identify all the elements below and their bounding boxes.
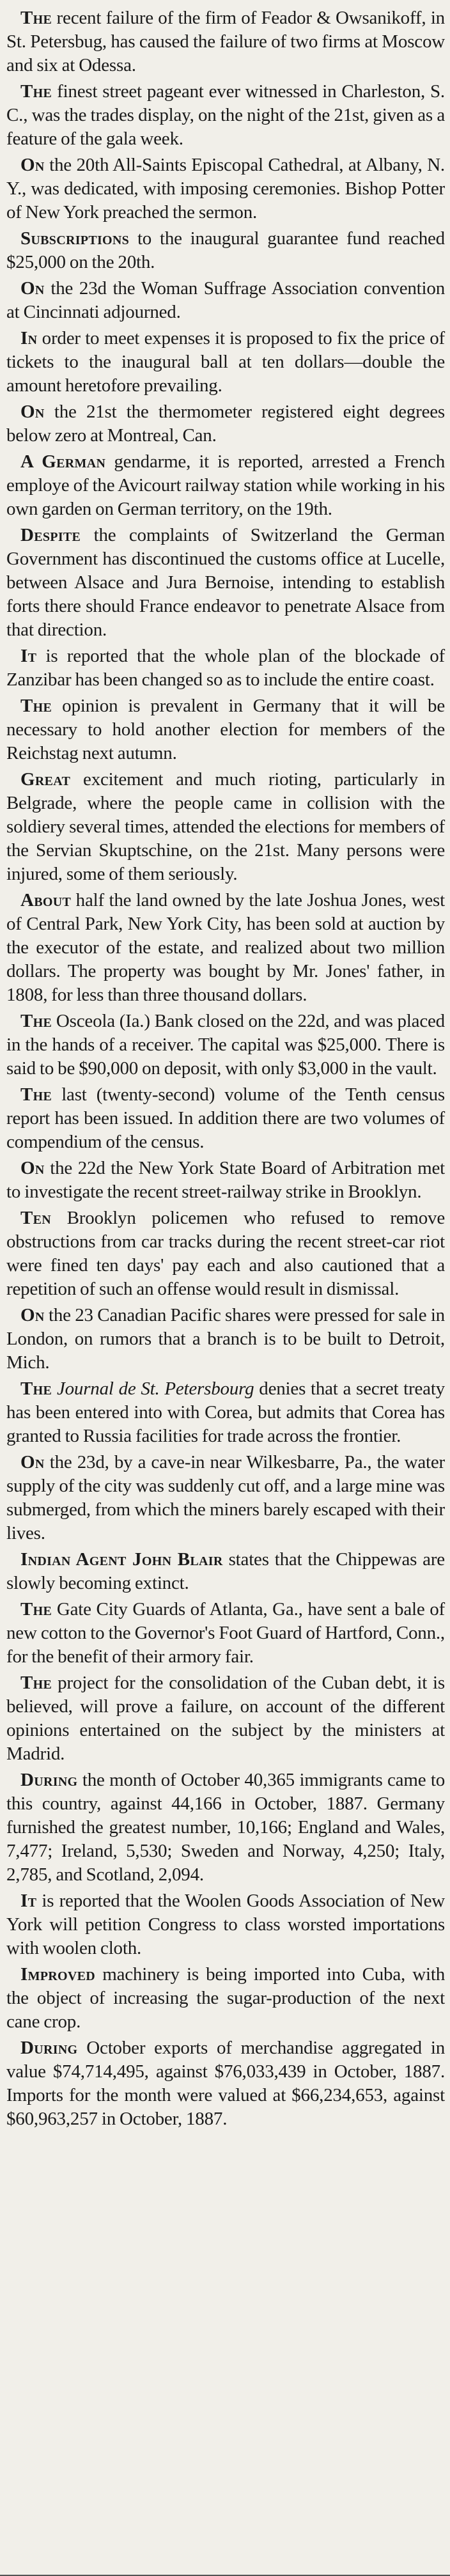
news-item-suffrage <box>6 277 445 324</box>
news-item-reichstag <box>6 694 445 765</box>
news-item-joshua-jones <box>6 889 445 1007</box>
news-item-lead: The <box>20 1673 52 1693</box>
news-item-inaugural-ball <box>6 327 445 398</box>
news-item-lead: Improved <box>20 1964 96 1985</box>
news-item-zanzibar <box>6 644 445 692</box>
news-item-body: project for the consolidation of the Cuban debt, it is believed, will prove a failure, on account of the different opinions entertained on the subject by the ministers at Madrid. <box>6 1673 445 1764</box>
news-item-body: Brooklyn policemen who refused to remove obstructions from car tracks during the recent street-car riot were fined ten days' pay each and also cautioned that a repetition of such an offense would result in dismissal. <box>6 1208 445 1299</box>
news-item-body: gendarme, it is reported, arrested a French employe of the Avicourt railway station while working in his own garden on German territory, on the 19th. <box>6 451 445 519</box>
news-item-lead: The <box>20 1011 52 1031</box>
news-item-lead: The <box>20 1378 52 1399</box>
news-item-lead: On <box>20 1158 45 1178</box>
news-item-lead: It <box>20 1891 37 1911</box>
news-item-lead: On <box>20 1452 45 1472</box>
news-item-body: the 22d the New York State Board of Arbitration met to investigate the recent street-railway strike in Brooklyn. <box>6 1158 445 1202</box>
news-item-lead: On <box>20 278 45 299</box>
news-item-lead: On <box>20 1305 45 1325</box>
news-item-brooklyn-police <box>6 1206 445 1301</box>
news-item-body: opinion is prevalent in Germany that it will be necessary to hold another election for members of the Reichstag next autumn. <box>6 696 445 763</box>
news-item-body: the 23 Canadian Pacific shares were pressed for sale in London, on rumors that a branch is to be built to Detroit, Mich. <box>6 1305 445 1373</box>
news-item-cuba-machinery <box>6 1963 445 2034</box>
news-item-body: the 23d, by a cave-in near Wilkesbarre, Pa., the water supply of the city was suddenly cut off, and a large mine was submerged, from which the miners barely escaped with their lives. <box>6 1452 445 1543</box>
news-item-lead: On <box>20 402 45 422</box>
news-item-lead: It <box>20 646 37 666</box>
news-item-body: the 23d the Woman Suffrage Association convention at Cincinnati adjourned. <box>6 278 445 322</box>
news-item-lead: The <box>20 696 52 716</box>
news-item-lead: The <box>20 81 52 102</box>
news-item-body: last (twenty-second) volume of the Tenth census report has been issued. In addition there are two volumes of compendium of the census. <box>6 1084 445 1152</box>
news-item-feador <box>6 6 445 77</box>
news-item-body: Gate City Guards of Atlanta, Ga., have sent a bale of new cotton to the Governor's Foot Guard of Hartford, Conn., for the benefit of their armory fair. <box>6 1599 445 1667</box>
news-item-lead: Indian Agent John Blair <box>20 1549 223 1570</box>
news-item-lead: A German <box>20 451 106 472</box>
news-item-albany <box>6 153 445 224</box>
news-item-lead: The <box>20 1599 52 1620</box>
news-item-body: excitement and much rioting, particularly in Belgrade, where the people came in collision with the soldiery several times, attended the elections for members of the Servian Skuptschine, on the 21st. Many persons were injured, some of them seriously. <box>6 769 445 884</box>
news-item-woolen-goods <box>6 1889 445 1960</box>
news-item-wilkesbarre <box>6 1451 445 1545</box>
news-item-cuban-debt <box>6 1671 445 1766</box>
news-item-lead: The <box>20 8 52 28</box>
news-item-lead: About <box>20 890 72 910</box>
news-item-body: states that the Chippewas are slowly becoming extinct. <box>6 1549 445 1593</box>
news-item-canadian-pacific <box>6 1304 445 1375</box>
news-item-body: the 21st the thermometer registered eight degrees below zero at Montreal, Can. <box>6 402 445 446</box>
news-item-lead: In <box>20 328 38 348</box>
news-item-body: order to meet expenses it is proposed to fix the price of tickets to the inaugural ball at ten dollars—double the amount heretofore prevailing. <box>6 328 445 396</box>
news-item-body: October exports of merchandise aggregated in value $74,714,495, against $76,033,439 in October, 1887. Imports for the month were valued at $66,234,653, against $60,963,257 in October, 1887. <box>6 2038 445 2129</box>
news-item-body: the 20th All-Saints Episcopal Cathedral, at Albany, N. Y., was dedicated, with imposing ceremonies. Bishop Potter of New York preached the sermon. <box>6 155 445 222</box>
news-item-montreal <box>6 400 445 448</box>
news-item-lead: On <box>20 155 45 175</box>
news-item-body: half the land owned by the late Joshua Jones, west of Central Park, New York City, has been sold at auction by the executor of the estate, and realized about two million dollars. The property was bought by Mr. Jones' father, in 1808, for less than three thousand dollars. <box>6 890 445 1005</box>
news-item-switzerland <box>6 524 445 642</box>
news-item-chippewas <box>6 1548 445 1595</box>
news-item-gendarme <box>6 450 445 521</box>
news-item-lead: Great <box>20 769 71 790</box>
news-item-lead: Despite <box>20 525 81 545</box>
news-item-body: denies that a secret treaty has been entered into with Corea, but admits that Corea has granted to Russia facilities for trade across the frontier. <box>6 1378 445 1446</box>
news-item-body: machinery is being imported into Cuba, with the object of increasing the sugar-production of the next cane crop. <box>6 1964 445 2032</box>
news-item-lead: Subscriptions <box>20 228 130 249</box>
news-item-body: the complaints of Switzerland the German Government has discontinued the customs office at Lucelle, between Alsace and Jura Bernoise, intending to establish forts there should France endeavor to penetrate Alsace from that direction. <box>6 525 445 640</box>
news-item-lead: Ten <box>20 1208 52 1228</box>
news-item-italic-title: Journal de St. Petersbourg <box>52 1378 254 1399</box>
news-item-census <box>6 1083 445 1154</box>
news-item-immigrants <box>6 1768 445 1887</box>
news-item-arbitration <box>6 1157 445 1204</box>
news-item-exports <box>6 2036 445 2131</box>
news-item-gate-city <box>6 1598 445 1669</box>
news-item-body: recent failure of the firm of Feador & Owsanikoff, in St. Petersbug, has caused the failure of two firms at Moscow and six at Odessa. <box>6 8 445 75</box>
news-item-body: is reported that the whole plan of the blockade of Zanzibar has been changed so as to include the entire coast. <box>6 646 445 690</box>
news-item-body: Osceola (Ia.) Bank closed on the 22d, and was placed in the hands of a receiver. The capital was $25,000. There is said to be $90,000 on deposit, with only $3,000 in the vault. <box>6 1011 445 1079</box>
news-item-subscriptions <box>6 227 445 274</box>
news-item-lead: During <box>20 1770 78 1790</box>
news-item-body: the month of October 40,365 immigrants came to this country, against 44,166 in October, 1887. Germany furnished the greatest number, 10,166; England and Wales, 7,477; Ireland, 5,530; Sweden and Norway, 4,250; Italy, 2,785, and Scotland, 2,094. <box>6 1770 445 1885</box>
news-item-charleston <box>6 80 445 151</box>
news-item-lead: The <box>20 1084 52 1105</box>
news-item-osceola <box>6 1010 445 1081</box>
news-item-body: to the inaugural guarantee fund reached $25,000 on the 20th. <box>6 228 445 272</box>
news-item-lead: During <box>20 2038 78 2058</box>
news-item-belgrade <box>6 768 445 886</box>
news-item-body: is reported that the Woolen Goods Association of New York will petition Congress to class worsted importations with woolen cloth. <box>6 1891 445 1958</box>
news-item-corea <box>6 1377 445 1448</box>
news-item-body: finest street pageant ever witnessed in Charleston, S. C., was the trades display, on the night of the 21st, given as a feature of the gala week. <box>6 81 445 149</box>
